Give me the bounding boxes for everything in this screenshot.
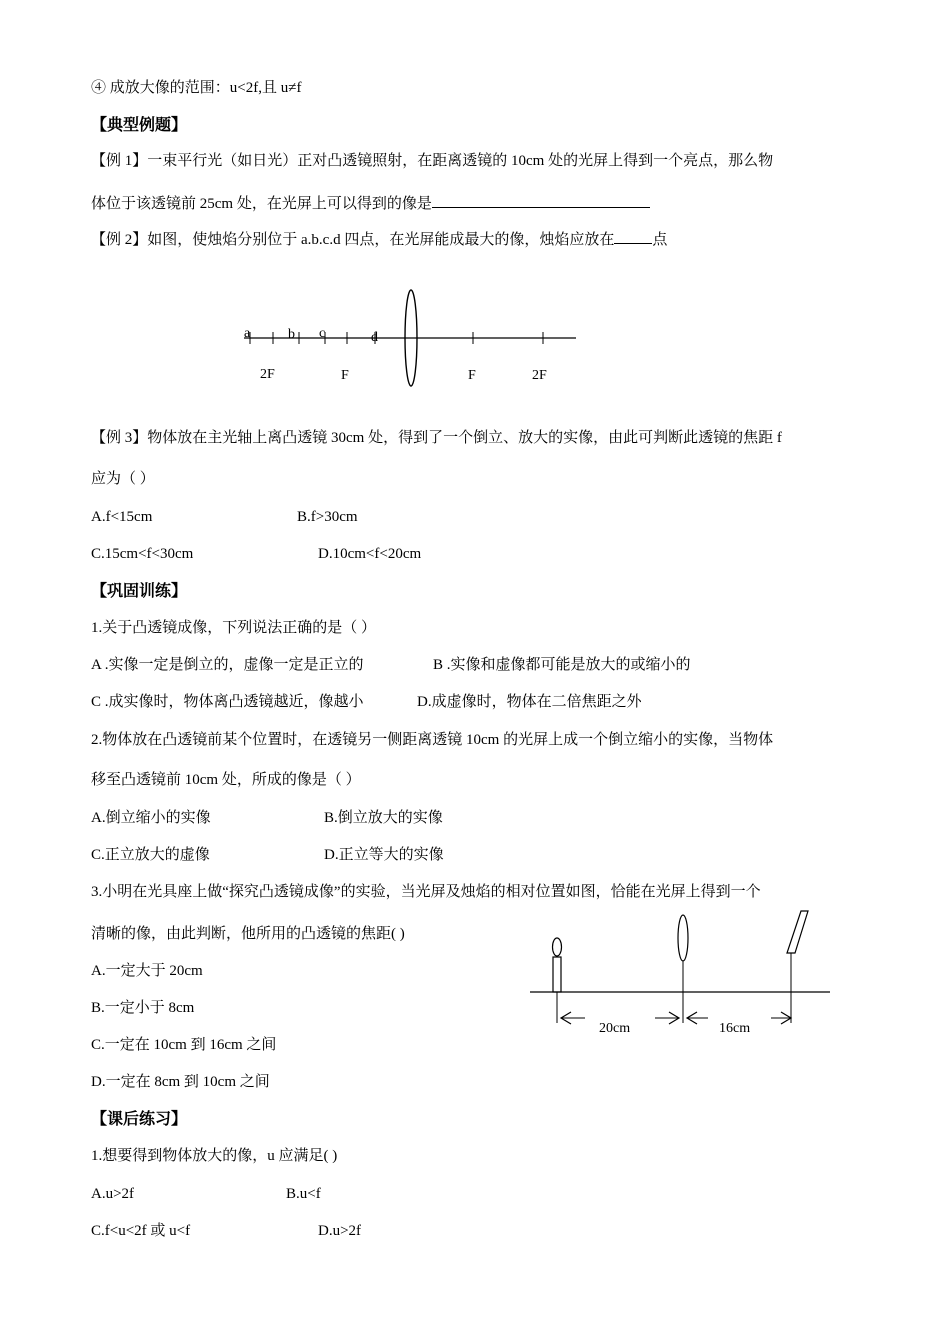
point-c-label: c bbox=[319, 326, 326, 341]
question-2-option-a: A.倒立缩小的实像 bbox=[91, 810, 211, 826]
question-1-option-b: B .实像和虚像都可能是放大的或缩小的 bbox=[433, 657, 691, 673]
homework-1-stem: 1.想要得到物体放大的像，u 应满足( ) bbox=[91, 1148, 338, 1164]
question-2-line-1: 2.物体放在凸透镜前某个位置时，在透镜另一侧距离透镜 10cm 的光屏上成一个倒立缩小的实像，当物体 bbox=[91, 732, 774, 748]
question-2-line-2: 移至凸透镜前 10cm 处，所成的像是（ ） bbox=[91, 772, 361, 788]
question-1-option-a: A .实像一定是倒立的，虚像一定是正立的 bbox=[91, 657, 364, 673]
answer-blank bbox=[432, 193, 650, 208]
example-2-text-end: 点 bbox=[652, 232, 668, 248]
question-2-option-c: C.正立放大的虚像 bbox=[91, 847, 210, 863]
example-3-option-b: B.f>30cm bbox=[297, 509, 358, 525]
screen-icon bbox=[787, 911, 808, 953]
lens-axis-diagram bbox=[230, 280, 590, 395]
point-b-label: b bbox=[288, 327, 295, 342]
optical-bench-diagram bbox=[525, 905, 835, 1045]
example-2-line bbox=[91, 229, 667, 250]
candle-flame-icon bbox=[553, 938, 562, 956]
left-f-label: F bbox=[341, 368, 349, 383]
distance-16cm-label: 16cm bbox=[719, 1021, 751, 1036]
question-3-line-2: 清晰的像，由此判断，他所用的凸透镜的焦距( ) bbox=[91, 926, 405, 942]
candle-icon bbox=[553, 957, 561, 992]
question-3-line-1: 3.小明在光具座上做“探究凸透镜成像”的实验，当光屏及烛焰的相对位置如图，恰能在光屏上得到一个 bbox=[91, 884, 761, 900]
example-1-line-1: 【例 1】一束平行光（如日光）正对凸透镜照射，在距离透镜的 10cm 处的光屏上得到一个亮点，那么物 bbox=[91, 153, 774, 169]
example-3-option-c: C.15cm<f<30cm bbox=[91, 546, 194, 562]
example-3-line-2: 应为（ ） bbox=[91, 471, 155, 487]
right-2f-label: 2F bbox=[532, 368, 547, 383]
section-heading-homework: 【课后练习】 bbox=[91, 1109, 188, 1128]
question-1-option-c: C .成实像时，物体离凸透镜越近，像越小 bbox=[91, 694, 364, 710]
question-3-option-c: C.一定在 10cm 到 16cm 之间 bbox=[91, 1037, 277, 1053]
homework-1-option-c: C.f<u<2f 或 u<f bbox=[91, 1223, 191, 1239]
question-3-option-b: B.一定小于 8cm bbox=[91, 1000, 195, 1016]
point-a-label: a bbox=[244, 326, 251, 341]
example-2-text: 【例 2】如图，使烛焰分别位于 a.b.c.d 四点，在光屏能成最大的像，烛焰应放在 bbox=[91, 232, 615, 248]
range-note: ④ 成放大像的范围：u<2f,且 u≠f bbox=[91, 80, 302, 96]
example-3-option-a: A.f<15cm bbox=[91, 509, 153, 525]
homework-1-option-b: B.u<f bbox=[286, 1186, 321, 1202]
example-3-line-1: 【例 3】物体放在主光轴上离凸透镜 30cm 处，得到了一个倒立、放大的实像，由此可判断此透镜的焦距 f bbox=[91, 430, 782, 446]
lens-icon bbox=[678, 915, 688, 961]
point-d-label: d bbox=[371, 330, 378, 345]
question-1-stem: 1.关于凸透镜成像，下列说法正确的是（ ） bbox=[91, 620, 377, 636]
question-1-option-d: D.成虚像时，物体在二倍焦距之外 bbox=[417, 694, 642, 710]
left-2f-label: 2F bbox=[260, 367, 275, 382]
example-1-line-2 bbox=[91, 193, 650, 214]
example-1-text: 体位于该透镜前 25cm 处，在光屏上可以得到的像是 bbox=[91, 196, 432, 212]
question-2-option-b: B.倒立放大的实像 bbox=[324, 810, 443, 826]
question-3-option-a: A.一定大于 20cm bbox=[91, 963, 203, 979]
answer-blank bbox=[614, 229, 652, 244]
right-f-label: F bbox=[468, 368, 476, 383]
question-3-option-d: D.一定在 8cm 到 10cm 之间 bbox=[91, 1074, 270, 1090]
distance-20cm-label: 20cm bbox=[599, 1021, 631, 1036]
homework-1-option-d: D.u>2f bbox=[318, 1223, 362, 1239]
section-heading-examples: 【典型例题】 bbox=[91, 115, 188, 134]
question-2-option-d: D.正立等大的实像 bbox=[324, 847, 444, 863]
example-3-option-d: D.10cm<f<20cm bbox=[318, 546, 422, 562]
section-heading-practice: 【巩固训练】 bbox=[91, 581, 188, 600]
homework-1-option-a: A.u>2f bbox=[91, 1186, 135, 1202]
